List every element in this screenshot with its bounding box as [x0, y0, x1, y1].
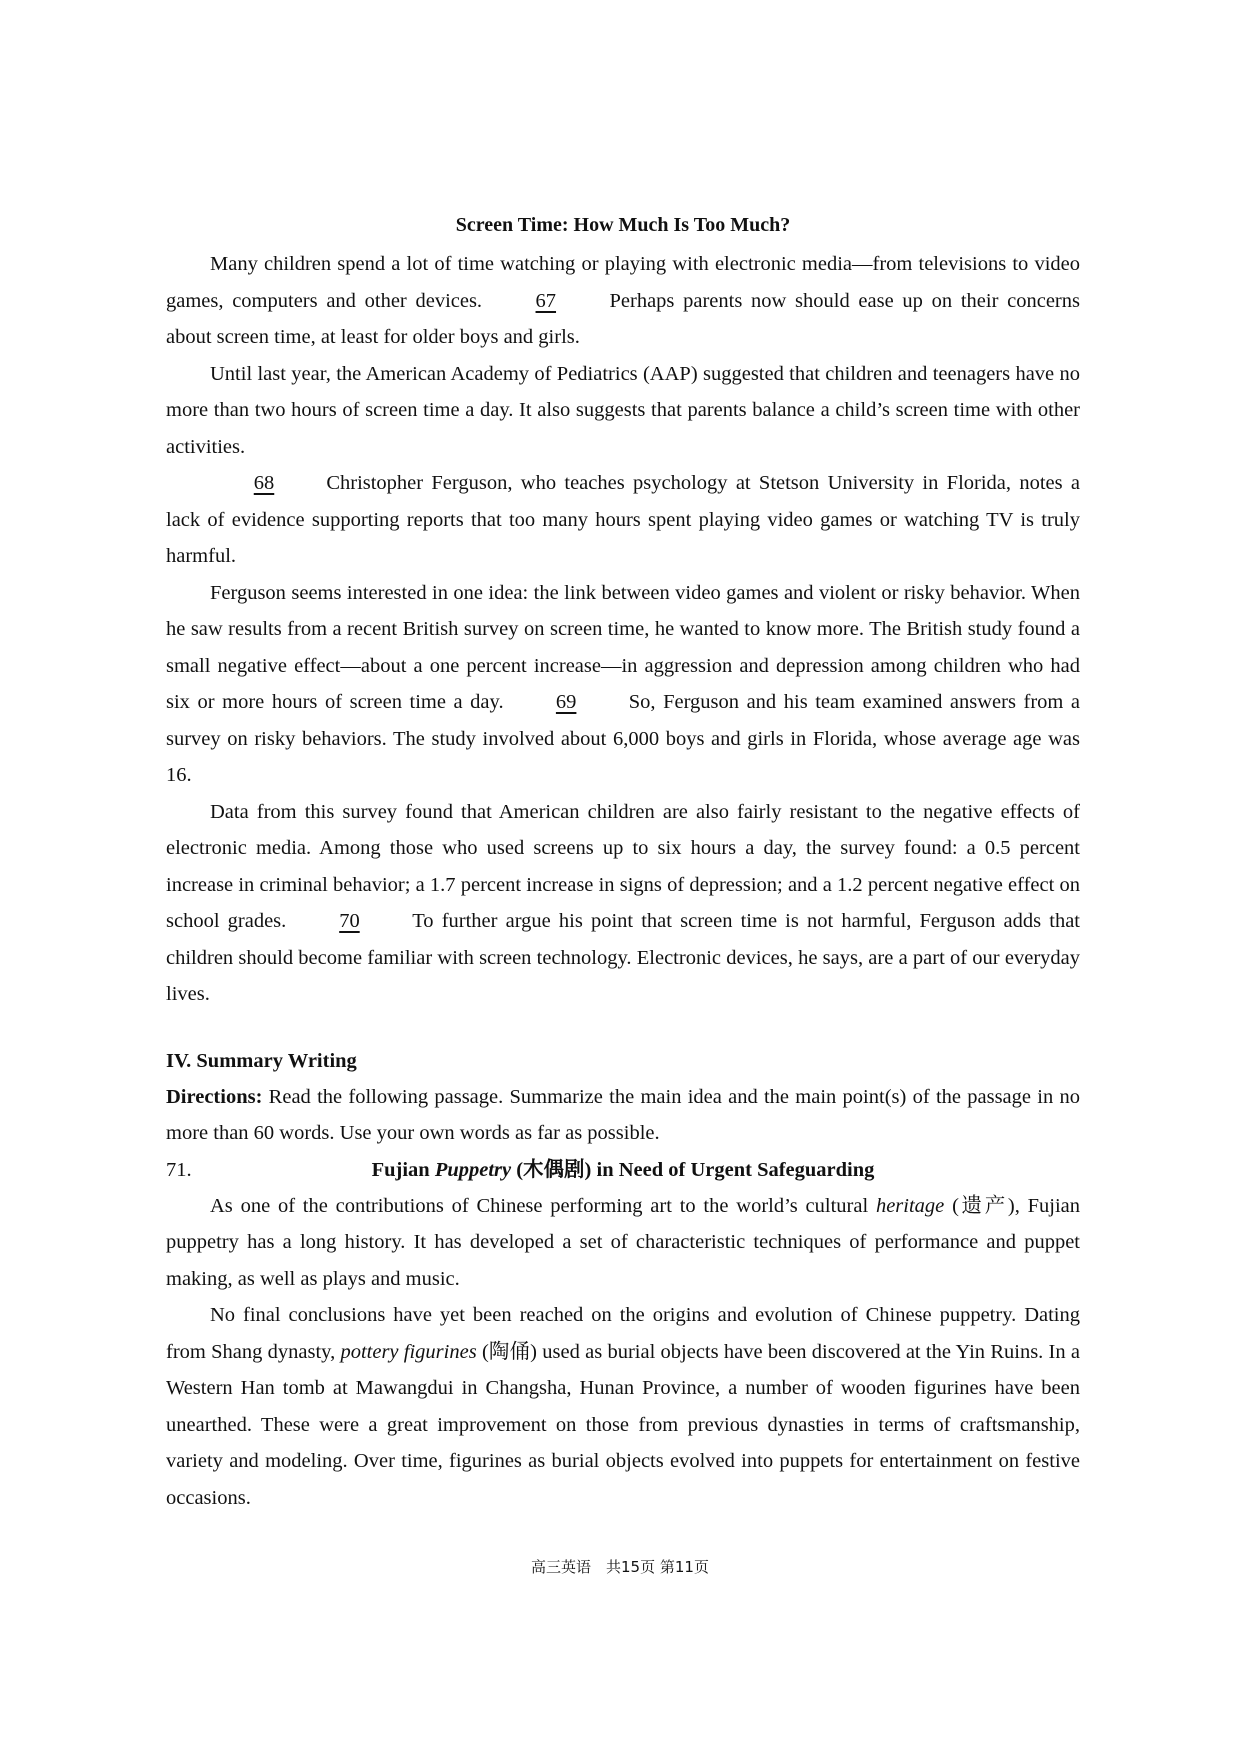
passage-p1-italic: heritage — [875, 1194, 945, 1217]
paragraph-1-text-b: Perhaps parents now should ease up on their concerns about screen time, at least for older boys and girls. — [166, 289, 1080, 348]
blank-70: 70 — [339, 910, 360, 932]
directions-text: Read the following passage. Summarize the main idea and the main point(s) of the passage in no more than 60 words. Use your own words as far as possible. — [166, 1085, 1080, 1144]
blank-69: 69 — [555, 691, 577, 713]
question-71-row — [166, 1152, 1080, 1188]
paragraph-3 — [166, 465, 1080, 575]
passage-p2-text-b: (陶俑) used as burial objects have been discovered at the Yin Ruins. In a Western Han tomb at Mawangdui in Changsha, Hunan Province, a number of wooden figurines have been unearthed. These were a great improvement on those from previous dynasties in terms of craftsmanship, variety and modeling. Over time, figurines as burial objects evolved into puppets for entertainment on festive occasions. — [166, 1340, 1080, 1509]
passage-p2-text-a: No final conclusions have yet been reached on the origins and evolution of Chinese puppetry. Dating from Shang dynasty, — [166, 1304, 1080, 1363]
paragraph-5-text-b: To further argue his point that screen time is not harmful, Ferguson adds that children should become familiar with screen technology. Electronic devices, he says, are a part of our everyday lives. — [166, 910, 1081, 1005]
paragraph-4-text-b: So, Ferguson and his team examined answers from a survey on risky behaviors. The study involved about 6,000 boys and girls in Florida, whose average age was 16. — [166, 691, 1081, 786]
paragraph-1-text-a: Many children spend a lot of time watching or playing with electronic media—from televisions to video games, computers and other devices. — [166, 253, 1080, 312]
directions — [166, 1079, 1080, 1152]
section-heading: IV. Summary Writing — [166, 1049, 357, 1072]
page-footer: 高三英语 共15页 第11页 — [531, 1558, 709, 1576]
passage-title-post: (木偶剧) in Need of Urgent Safeguarding — [511, 1158, 875, 1181]
blank-67: 67 — [535, 289, 557, 312]
page-content — [166, 212, 1080, 1516]
passage-title-italic: Puppetry — [434, 1158, 512, 1181]
question-number: 71. — [166, 1158, 192, 1181]
passage-p2-italic: pottery figurines — [340, 1340, 477, 1363]
paragraph-2: Until last year, the American Academy of Pediatrics (AAP) suggested that children and teenagers have no more than two hours of screen time a day. It also suggests that parents balance a child’s screen time with other activities. — [166, 362, 1080, 458]
passage-paragraph-1 — [166, 1188, 1080, 1298]
blank-68: 68 — [253, 472, 275, 494]
paragraph-1 — [166, 246, 1080, 356]
paragraph-4 — [166, 575, 1080, 794]
passage-p1-text-b: (遗产), Fujian puppetry has a long history. It has developed a set of characteristic techniques of performance and puppet making, as well as plays and music. — [166, 1194, 1080, 1290]
article-title: Screen Time: How Much Is Too Much? — [455, 214, 791, 236]
passage-title — [166, 1152, 1080, 1188]
directions-label: Directions: — [166, 1085, 263, 1108]
paragraph-5 — [166, 794, 1080, 1013]
paragraph-4-text-a: Ferguson seems interested in one idea: the link between video games and violent or risky behavior. When he saw results from a recent British survey on screen time, he wanted to know more. The British study found a small negative effect—about a one percent increase—in aggression and depression among children who had six or more hours of screen time a day. — [166, 581, 1080, 713]
passage-p1-text-a: As one of the contributions of Chinese performing art to the world’s cultural — [210, 1194, 876, 1217]
passage-title-pre: Fujian — [371, 1158, 435, 1181]
passage-paragraph-2 — [166, 1297, 1080, 1516]
paragraph-3-text: Christopher Ferguson, who teaches psychology at Stetson University in Florida, notes a lack of evidence supporting reports that too many hours spent playing video games or watching TV is truly harmful. — [166, 472, 1081, 567]
paragraph-5-text-a: Data from this survey found that American children are also fairly resistant to the negative effects of electronic media. Among those who used screens up to six hours a day, the survey found: a 0.5 percent increase in criminal behavior; a 1.7 percent increase in signs of depression; and a 1.2 percent negative effect on school grades. — [166, 800, 1080, 932]
